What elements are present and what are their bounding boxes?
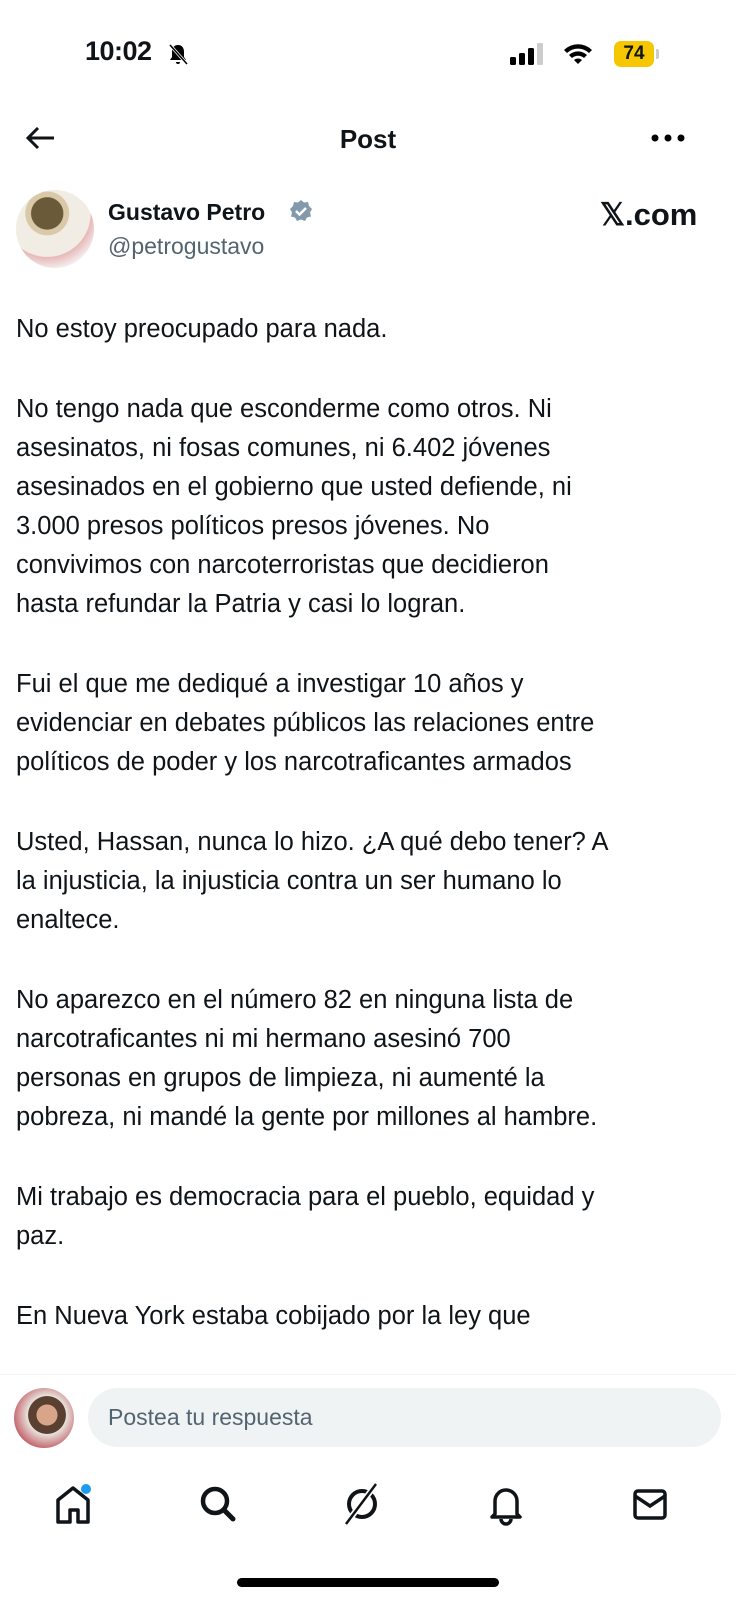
post-line: No estoy preocupado para nada. [16, 315, 388, 343]
post-line: asesinados en el gobierno que usted defiende, ni [16, 473, 572, 501]
post-line: Fui el que me dediqué a investigar 10 años y [16, 670, 524, 698]
post-paragraph [16, 1297, 731, 1336]
post-paragraph [16, 390, 731, 624]
author-avatar[interactable] [16, 190, 94, 268]
reply-input[interactable]: Postea tu respuesta [88, 1388, 721, 1447]
verified-badge-icon [289, 199, 313, 223]
author-name[interactable]: Gustavo Petro [108, 199, 266, 225]
search-icon[interactable] [194, 1480, 242, 1528]
post-line: paz. [16, 1222, 65, 1250]
post-line: políticos de poder y los narcotraficantes armados [16, 748, 572, 776]
post-paragraph [16, 665, 731, 782]
battery-level: 74 [614, 41, 654, 67]
post-line: Mi trabajo es democracia para el pueblo, equidad y [16, 1183, 595, 1211]
post-line: convivimos con narcoterroristas que decidieron [16, 551, 549, 579]
grok-icon[interactable] [338, 1480, 386, 1528]
battery-cap [656, 49, 659, 59]
divider [0, 1374, 736, 1375]
post-line: pobreza, ni mandé la gente por millones al hambre. [16, 1103, 598, 1131]
post-line: evidenciar en debates públicos las relaciones entre [16, 709, 595, 737]
post-line: hasta refundar la Patria y casi lo logran. [16, 590, 466, 618]
x-com-watermark: 𝕏.com [600, 197, 698, 232]
silent-bell-icon [166, 42, 190, 66]
post-paragraph [16, 1178, 731, 1256]
post-line: narcotraficantes ni mi hermano asesinó 700 [16, 1025, 511, 1053]
messages-mail-icon[interactable] [626, 1480, 674, 1528]
home-indicator[interactable] [237, 1578, 499, 1587]
my-avatar [14, 1388, 74, 1448]
wifi-icon [562, 40, 594, 66]
author-handle[interactable]: @petrogustavo [108, 233, 265, 259]
post-line: asesinatos, ni fosas comunes, ni 6.402 jóvenes [16, 434, 551, 462]
post-line: la injusticia, la injusticia contra un ser humano lo [16, 867, 562, 895]
home-icon[interactable] [50, 1480, 98, 1528]
notifications-bell-icon[interactable] [482, 1480, 530, 1528]
post-line: No tengo nada que esconderme como otros. Ni [16, 395, 552, 423]
post-line: 3.000 presos políticos presos jóvenes. No [16, 512, 490, 540]
post-line: En Nueva York estaba cobijado por la ley que [16, 1302, 531, 1330]
more-options-icon[interactable] [650, 132, 686, 144]
signal-icon [510, 43, 548, 65]
post-line: enaltece. [16, 906, 120, 934]
status-time: 10:02 [85, 36, 152, 66]
post-paragraph [16, 310, 731, 349]
post-paragraph [16, 823, 731, 940]
post-line: personas en grupos de limpieza, ni aumenté la [16, 1064, 545, 1092]
post-text [16, 310, 731, 1377]
post-line: No aparezco en el número 82 en ninguna lista de [16, 986, 574, 1014]
post-line: Usted, Hassan, nunca lo hizo. ¿A qué debo tener? A [16, 828, 609, 856]
post-paragraph [16, 981, 731, 1137]
page-title: Post [339, 124, 397, 154]
